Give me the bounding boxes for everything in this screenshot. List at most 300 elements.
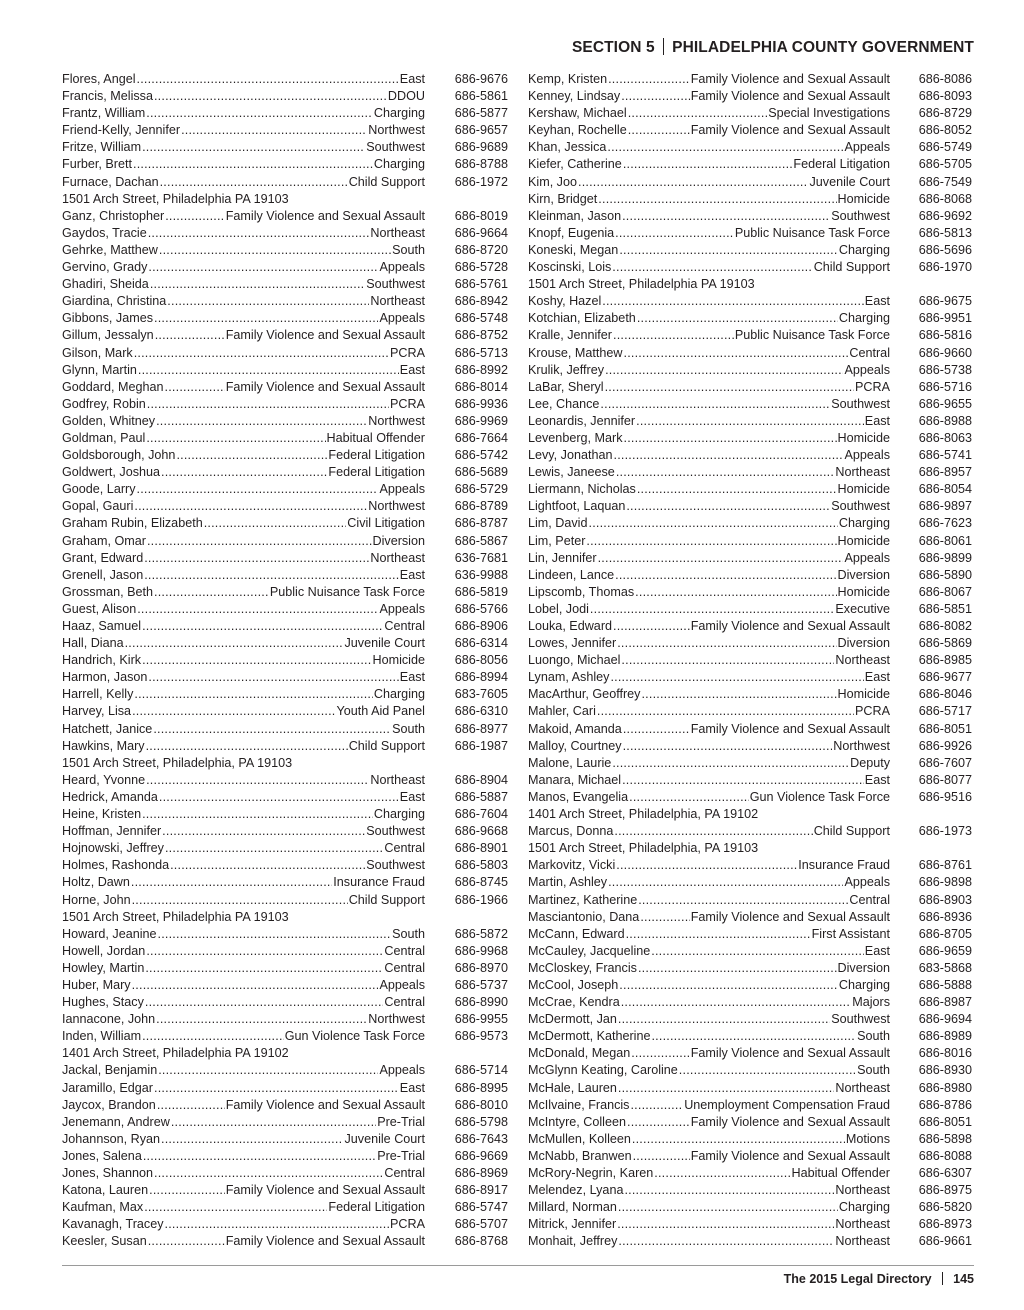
directory-entry: [62, 1097, 508, 1114]
entry-text: [62, 772, 425, 789]
phone-number: 686-6314: [454, 636, 508, 651]
directory-entry: [528, 1131, 972, 1148]
attorney-name: Haaz, Samuel: [62, 619, 142, 633]
entry-text: [528, 88, 890, 105]
directory-entry: [528, 515, 972, 532]
division-name: Motions: [845, 1131, 890, 1146]
phone-number: 686-8019: [454, 208, 508, 223]
attorney-name: Jones, Salena: [62, 1148, 142, 1163]
directory-entry: [62, 174, 508, 191]
dot-leader: [608, 71, 690, 88]
directory-entry: [62, 584, 508, 601]
directory-entry: [528, 1080, 972, 1097]
entry-text: [62, 413, 425, 430]
directory-entry: [528, 533, 972, 550]
attorney-name: Krulik, Jeffrey: [528, 362, 605, 377]
directory-entry: [528, 994, 972, 1011]
directory-entry: [528, 943, 972, 960]
entry-text: [62, 1080, 425, 1097]
dot-leader: [636, 413, 864, 430]
address-line: [528, 806, 972, 823]
attorney-name: Levenberg, Mark: [528, 430, 623, 445]
division-name: Diversion: [837, 636, 890, 651]
directory-entry: [528, 310, 972, 327]
phone-number: 686-8093: [918, 89, 972, 104]
phone-number: 686-7623: [918, 516, 972, 531]
phone-number: 686-5696: [918, 242, 972, 257]
entry-text: [62, 1131, 425, 1148]
dot-leader: [614, 447, 844, 464]
phone-number: 686-8970: [454, 960, 508, 975]
address-entry: [62, 191, 425, 208]
division-name: Family Violence and Sexual Assault: [225, 1097, 425, 1112]
address-text: 1501 Arch Street, Philadelphia, PA 19103: [528, 841, 759, 856]
directory-entry: [62, 447, 508, 464]
division-name: Habitual Offender: [326, 430, 425, 445]
attorney-name: Grenell, Jason: [62, 567, 144, 582]
phone-number: 686-5869: [918, 636, 972, 651]
directory-entry: [528, 1045, 972, 1062]
dot-leader: [155, 327, 225, 344]
entry-text: [528, 1028, 890, 1045]
entry-text: [62, 977, 425, 994]
division-name: Charging: [838, 311, 890, 326]
phone-number: 686-9969: [454, 413, 508, 428]
phone-number: 686-9516: [918, 789, 972, 804]
division-name: Charging: [373, 157, 425, 172]
division-name: Southwest: [831, 396, 890, 411]
dot-leader: [131, 874, 332, 891]
phone-number: 686-1973: [918, 824, 972, 839]
division-name: DDOU: [387, 89, 425, 104]
attorney-name: LaBar, Sheryl: [528, 379, 604, 394]
division-name: East: [399, 789, 425, 804]
attorney-name: Lindeen, Lance: [528, 567, 615, 582]
entry-text: [528, 960, 890, 977]
attorney-name: Jenemann, Andrew: [62, 1114, 170, 1129]
dot-leader: [154, 310, 378, 327]
phone-number: 686-8973: [918, 1217, 972, 1232]
attorney-name: Lewis, Janeese: [528, 465, 615, 480]
division-name: Appeals: [379, 977, 425, 992]
phone-number: 686-8787: [454, 516, 508, 531]
entry-text: [528, 1114, 890, 1131]
directory-entry: [62, 1182, 508, 1199]
dot-leader: [161, 1131, 343, 1148]
address-entry: [62, 1045, 425, 1062]
phone-number: 686-8051: [918, 1114, 972, 1129]
entry-text: [62, 327, 425, 344]
directory-entry: [528, 772, 972, 789]
attorney-name: Martinez, Katherine: [528, 892, 638, 907]
entry-text: [528, 464, 890, 481]
division-name: Family Violence and Sexual Assault: [690, 123, 890, 138]
phone-number: 686-9692: [918, 208, 972, 223]
entry-text: [62, 1011, 425, 1028]
directory-entry: [528, 926, 972, 943]
footer-divider: [62, 1265, 974, 1266]
division-name: South: [857, 1063, 890, 1078]
phone-number: 686-5898: [918, 1131, 972, 1146]
phone-number: 686-5877: [454, 106, 508, 121]
entry-text: [528, 1080, 890, 1097]
directory-entry: [62, 208, 508, 225]
phone-number: 686-5705: [918, 157, 972, 172]
entry-text: [528, 259, 890, 276]
entry-text: [62, 840, 425, 857]
phone-number: 686-8969: [454, 1166, 508, 1180]
division-name: Gun Violence Task Force: [749, 789, 890, 804]
attorney-name: Grossman, Beth: [62, 584, 153, 599]
phone-number: 686-8061: [918, 533, 972, 548]
dot-leader: [146, 943, 383, 960]
attorney-name: Jones, Shannon: [62, 1166, 154, 1180]
address-line: [62, 755, 508, 772]
attorney-name: McCloskey, Francis: [528, 960, 637, 975]
directory-entry: [62, 396, 508, 413]
entry-text: [528, 1148, 890, 1165]
entry-text: [62, 857, 425, 874]
dot-leader: [145, 994, 383, 1011]
entry-text: [528, 601, 890, 618]
attorney-name: McDonald, Megan: [528, 1046, 631, 1061]
phone-number: 686-8745: [454, 875, 508, 890]
dot-leader: [608, 874, 843, 891]
division-name: Diversion: [837, 960, 890, 975]
attorney-name: Johannson, Ryan: [62, 1131, 161, 1146]
division-name: Habitual Offender: [791, 1166, 890, 1180]
attorney-name: Heine, Kristen: [62, 807, 142, 822]
directory-entry: [62, 635, 508, 652]
directory-entry: [528, 464, 972, 481]
directory-entry: [62, 601, 508, 618]
directory-entry: [62, 806, 508, 823]
entry-text: [528, 1233, 890, 1250]
dot-leader: [628, 105, 767, 122]
entry-text: [62, 1114, 425, 1131]
division-name: Appeals: [844, 140, 890, 155]
division-name: Northeast: [835, 1183, 890, 1198]
attorney-name: Keesler, Susan: [62, 1234, 147, 1249]
dot-leader: [134, 686, 373, 703]
division-name: Federal Litigation: [328, 1200, 425, 1215]
entry-text: [62, 1062, 425, 1079]
phone-number: 636-7681: [454, 550, 508, 565]
phone-number: 686-8906: [454, 619, 508, 633]
dot-leader: [162, 823, 365, 840]
address-text: 1501 Arch Street, Philadelphia PA 19103: [62, 909, 289, 924]
division-name: Northeast: [370, 225, 425, 240]
attorney-name: Furber, Brett: [62, 157, 132, 172]
attorney-name: Hoffman, Jennifer: [62, 824, 162, 839]
phone-number: 686-5861: [454, 89, 508, 104]
entry-text: [528, 618, 890, 635]
dot-leader: [150, 276, 365, 293]
entry-text: [62, 379, 425, 396]
phone-number: 686-8720: [454, 242, 508, 257]
entry-text: [528, 345, 890, 362]
dot-leader: [618, 1080, 834, 1097]
directory-entry: [528, 1216, 972, 1233]
directory-entry: [62, 1080, 508, 1097]
phone-number: 683-7605: [454, 687, 508, 702]
directory-entry: [62, 823, 508, 840]
phone-number: 686-8995: [454, 1080, 508, 1095]
address-text: 1501 Arch Street, Philadelphia PA 19103: [62, 191, 289, 206]
attorney-name: Kenney, Lindsay: [528, 89, 621, 104]
dot-leader: [640, 909, 689, 926]
attorney-name: Kim, Joo: [528, 174, 577, 189]
entry-text: [62, 789, 425, 806]
dot-leader: [144, 1199, 327, 1216]
dot-leader: [147, 396, 389, 413]
directory-entry: [528, 1199, 972, 1216]
dot-leader: [142, 1028, 284, 1045]
phone-number: 686-5742: [454, 448, 508, 463]
phone-number: 686-9573: [454, 1029, 508, 1044]
directory-entry: [528, 686, 972, 703]
entry-text: [62, 994, 425, 1011]
phone-number: 686-7549: [918, 174, 972, 189]
phone-number: 686-5716: [918, 379, 972, 394]
attorney-name: Howell, Jordan: [62, 943, 146, 958]
dot-leader: [613, 327, 734, 344]
dot-leader: [626, 498, 830, 515]
attorney-name: Kaufman, Max: [62, 1200, 144, 1215]
entry-text: [62, 960, 425, 977]
phone-number: 686-9664: [454, 225, 508, 240]
dot-leader: [629, 789, 749, 806]
division-name: Charging: [838, 516, 890, 531]
directory-entry: [62, 122, 508, 139]
phone-number: 686-8729: [918, 106, 972, 121]
dot-leader: [617, 1216, 834, 1233]
directory-entry: [62, 515, 508, 532]
entry-text: [62, 498, 425, 515]
directory-entry: [62, 857, 508, 874]
division-name: East: [864, 294, 890, 309]
directory-entry: [528, 755, 972, 772]
dot-leader: [134, 345, 389, 362]
dot-leader: [165, 379, 225, 396]
entry-text: [528, 174, 890, 191]
division-name: Central: [384, 1166, 425, 1180]
attorney-name: Kavanagh, Tracey: [62, 1217, 164, 1232]
entry-text: [62, 430, 425, 447]
division-name: Family Violence and Sexual Assault: [690, 909, 890, 924]
dot-leader: [679, 1062, 856, 1079]
phone-number: 686-8046: [918, 687, 972, 702]
phone-number: 686-5689: [454, 465, 508, 480]
directory-column-right: [528, 71, 972, 1250]
entry-text: [62, 88, 425, 105]
attorney-name: Hall, Diana: [62, 636, 124, 651]
directory-entry: [62, 1199, 508, 1216]
entry-text: [62, 174, 425, 191]
division-name: PCRA: [855, 704, 890, 719]
phone-number: 686-9899: [918, 550, 972, 565]
division-name: Child Support: [348, 174, 425, 189]
division-name: Family Violence and Sexual Assault: [225, 208, 425, 223]
division-name: South: [392, 721, 425, 736]
attorney-name: Horne, John: [62, 892, 131, 907]
phone-number: 686-5713: [454, 345, 508, 360]
entry-text: [62, 242, 425, 259]
attorney-name: Manara, Michael: [528, 772, 622, 787]
attorney-name: Koscinski, Lois: [528, 260, 612, 275]
address-text: 1401 Arch Street, Philadelphia, PA 19102: [528, 807, 759, 822]
dot-leader: [627, 1114, 690, 1131]
phone-number: 686-8904: [454, 772, 508, 787]
address-line: [528, 276, 972, 293]
attorney-name: Martin, Ashley: [528, 875, 608, 890]
attorney-name: Lobel, Jodi: [528, 601, 589, 616]
division-name: East: [864, 413, 890, 428]
attorney-name: McGlynn Keating, Caroline: [528, 1063, 678, 1078]
dot-leader: [622, 208, 830, 225]
attorney-name: Gilson, Mark: [62, 345, 133, 360]
phone-number: 686-8051: [918, 721, 972, 736]
dot-leader: [613, 618, 690, 635]
entry-text: [62, 293, 425, 310]
attorney-name: Leonardis, Jennifer: [528, 413, 636, 428]
division-name: Northwest: [833, 738, 890, 753]
dot-leader: [144, 550, 369, 567]
dot-leader: [133, 156, 373, 173]
phone-number: 686-5761: [454, 277, 508, 292]
attorney-name: McCool, Joseph: [528, 977, 619, 992]
attorney-name: Gehrke, Matthew: [62, 242, 158, 257]
division-name: Deputy: [850, 755, 890, 770]
attorney-name: Luongo, Michael: [528, 653, 621, 668]
directory-entry: [528, 618, 972, 635]
phone-number: 686-9898: [918, 875, 972, 890]
entry-text: [528, 71, 890, 88]
directory-entry: [528, 327, 972, 344]
dot-leader: [165, 1216, 389, 1233]
phone-number: 686-1966: [454, 892, 508, 907]
address-entry: [62, 909, 425, 926]
directory-entry: [528, 960, 972, 977]
entry-text: [528, 208, 890, 225]
address-line: [528, 840, 972, 857]
directory-entry: [528, 345, 972, 362]
phone-number: 686-1970: [918, 260, 972, 275]
directory-entry: [62, 618, 508, 635]
entry-text: [528, 738, 890, 755]
dot-leader: [142, 806, 373, 823]
entry-text: [528, 515, 890, 532]
division-name: Homicide: [837, 584, 890, 599]
attorney-name: Flores, Angel: [62, 72, 136, 86]
directory-entry: [528, 1062, 972, 1079]
page-footer: [784, 1272, 974, 1286]
entry-text: [62, 567, 425, 584]
attorney-name: Kirn, Bridget: [528, 191, 598, 206]
entry-text: [528, 926, 890, 943]
directory-entry: [62, 1216, 508, 1233]
dot-leader: [600, 396, 830, 413]
directory-column-left: [62, 71, 508, 1250]
dot-leader: [167, 293, 369, 310]
directory-entry: [528, 1165, 972, 1182]
phone-number: 686-8989: [918, 1029, 972, 1044]
attorney-name: Malloy, Courtney: [528, 738, 622, 753]
division-name: Diversion: [372, 533, 425, 548]
entry-text: [528, 755, 890, 772]
phone-number: 686-5867: [454, 533, 508, 548]
division-name: Executive: [835, 601, 890, 616]
phone-number: 686-5813: [918, 225, 972, 240]
page-header: [572, 38, 974, 57]
dot-leader: [622, 772, 864, 789]
attorney-name: Holmes, Rashonda: [62, 858, 170, 873]
directory-entry: [62, 430, 508, 447]
dot-leader: [146, 105, 373, 122]
division-name: Civil Litigation: [347, 516, 425, 531]
phone-number: 686-9936: [454, 396, 508, 411]
entry-text: [528, 994, 890, 1011]
directory-entry: [528, 225, 972, 242]
phone-number: 686-8789: [454, 499, 508, 514]
phone-number: 686-8786: [918, 1097, 972, 1112]
dot-leader: [623, 156, 793, 173]
phone-number: 686-8768: [454, 1234, 508, 1249]
division-name: Juvenile Court: [344, 636, 425, 651]
entry-text: [528, 310, 890, 327]
entry-text: [528, 1216, 890, 1233]
entry-text: [62, 738, 425, 755]
attorney-name: Lynam, Ashley: [528, 670, 610, 685]
division-name: PCRA: [855, 379, 890, 394]
division-name: Northeast: [835, 1234, 890, 1249]
division-name: Northeast: [370, 294, 425, 309]
directory-entry: [528, 430, 972, 447]
division-name: Central: [384, 619, 425, 633]
directory-entry: [528, 71, 972, 88]
division-name: Northwest: [368, 499, 425, 514]
directory-entry: [62, 276, 508, 293]
division-name: Northeast: [370, 550, 425, 565]
directory-entry: [528, 721, 972, 738]
directory-entry: [62, 721, 508, 738]
division-name: Public Nuisance Task Force: [734, 225, 890, 240]
directory-entry: [528, 122, 972, 139]
attorney-name: Friend-Kelly, Jennifer: [62, 123, 181, 138]
dot-leader: [176, 447, 327, 464]
entry-text: [528, 498, 890, 515]
dot-leader: [624, 430, 837, 447]
dot-leader: [165, 208, 225, 225]
division-name: Central: [849, 892, 890, 907]
directory-entry: [62, 1028, 508, 1045]
division-name: East: [399, 362, 425, 377]
entry-text: [528, 139, 890, 156]
division-name: Unemployment Compensation Fraud: [684, 1097, 890, 1112]
directory-entry: [62, 567, 508, 584]
dot-leader: [637, 310, 838, 327]
phone-number: 686-9677: [918, 670, 972, 685]
phone-number: 686-5729: [454, 482, 508, 497]
entry-text: [528, 327, 890, 344]
dot-leader: [134, 498, 367, 515]
phone-number: 686-5888: [918, 977, 972, 992]
division-name: Majors: [852, 995, 890, 1010]
phone-number: 686-8988: [918, 413, 972, 428]
division-name: Public Nuisance Task Force: [734, 328, 890, 343]
directory-entry: [62, 327, 508, 344]
dot-leader: [132, 977, 379, 994]
